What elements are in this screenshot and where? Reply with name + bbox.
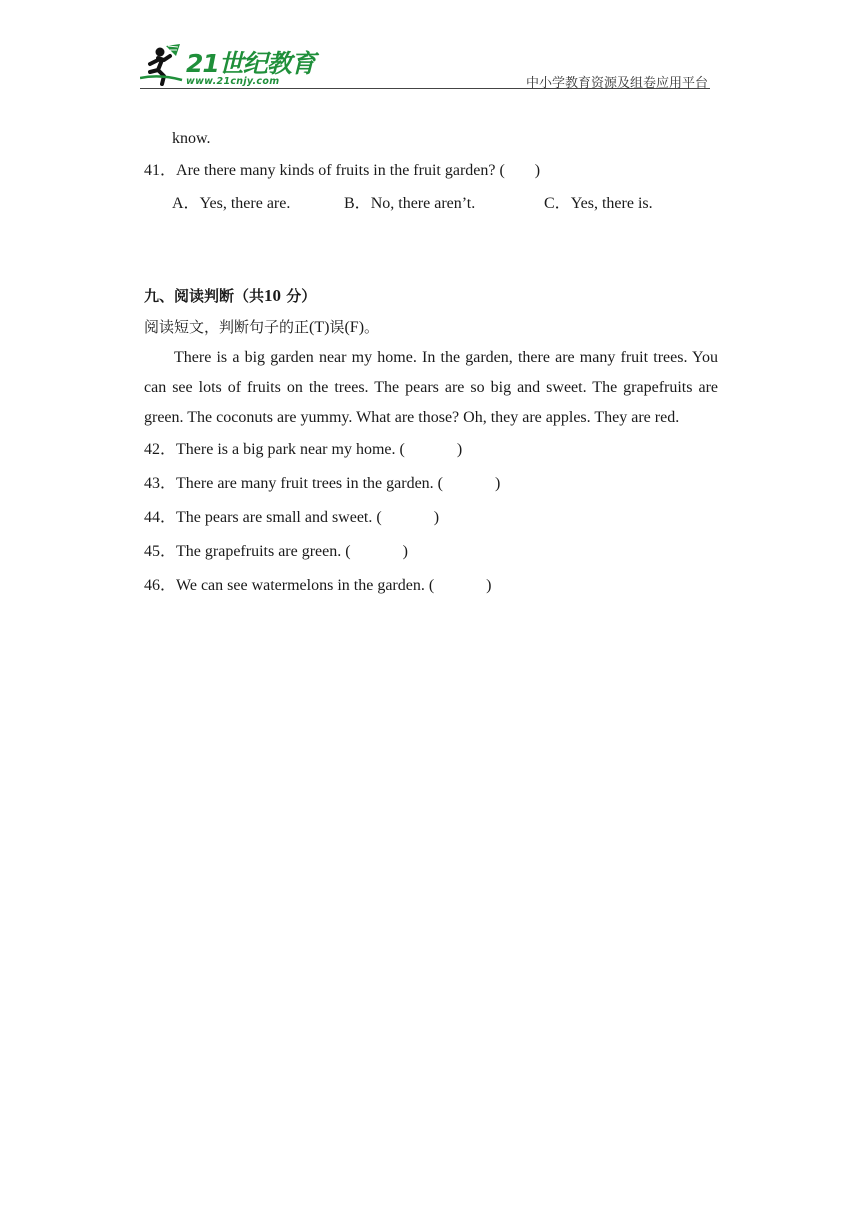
option-a[interactable]: A．Yes, there are.: [172, 195, 291, 212]
spacer: [144, 220, 718, 280]
question-number: 41．: [144, 162, 177, 179]
question-46: 46．We can see watermelons in the garden. ( ): [144, 577, 492, 594]
site-logo: [140, 42, 315, 92]
header-divider: [140, 88, 710, 89]
document-body: [144, 124, 718, 603]
question-41-options: [144, 188, 718, 220]
section-instruction: 阅读短文，判断句子的正(T)误(F)。: [144, 318, 380, 336]
carryover-text: know.: [172, 130, 211, 147]
question-text: Are there many kinds of fruits in the fruit garden? (: [176, 162, 505, 179]
option-c[interactable]: C．Yes, there is.: [544, 195, 653, 212]
question-43: 43．There are many fruit trees in the garden. ( ): [144, 475, 501, 492]
question-44: 44．The pears are small and sweet. ( ): [144, 509, 440, 526]
question-42: 42．There is a big park near my home. ( ): [144, 441, 463, 458]
option-b[interactable]: B．No, there aren’t.: [344, 195, 476, 212]
question-45: 45．The grapefruits are green. ( ): [144, 543, 408, 560]
logo-wordmark: 21世纪教育: [186, 49, 315, 78]
runner-logo-icon: [140, 42, 186, 90]
section-title: 九、阅读判断（共10 分）: [144, 286, 317, 305]
logo-url: www.21cnjy.com: [186, 76, 280, 87]
question-41: 41．Are there many kinds of fruits in the fruit garden? ( ): [144, 162, 541, 179]
reading-passage: There is a big garden near my home. In the garden, there are many fruit trees. You can see lots of fruits on the trees. The pears are so big and sweet. The grapefruits are green. The coconuts are yummy. What are those? Oh, they are apples. They are red.: [144, 349, 718, 426]
page-header: [0, 0, 860, 100]
platform-tagline: 中小学教育资源及组卷应用平台: [525, 75, 708, 90]
